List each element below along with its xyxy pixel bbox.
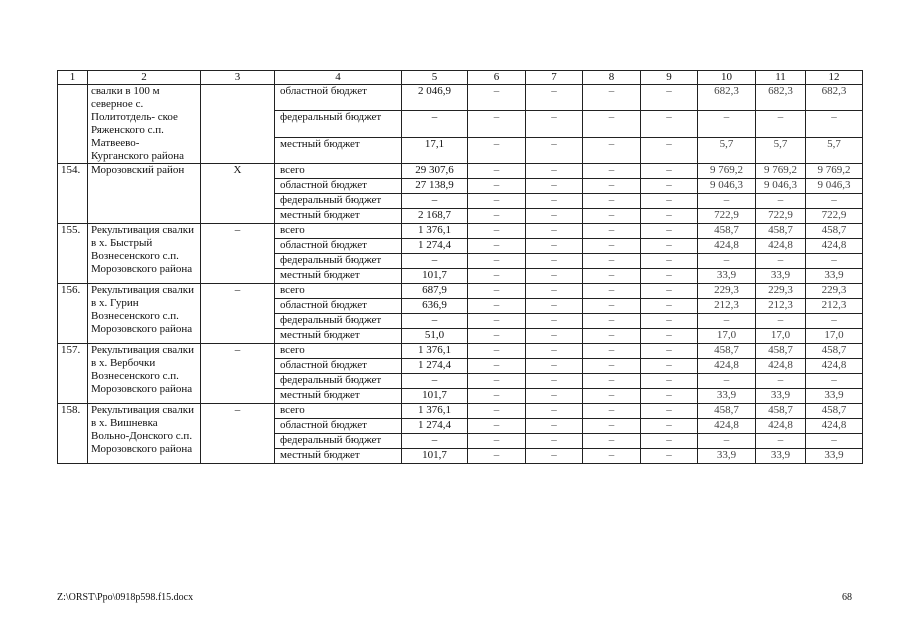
amount-cell: 9 046,3 (698, 179, 756, 194)
amount-cell: 687,9 (402, 284, 468, 299)
amount-cell: 424,8 (756, 359, 806, 374)
amount-cell: 33,9 (756, 269, 806, 284)
amount-cell: – (468, 85, 526, 111)
amount-cell: 17,0 (806, 329, 863, 344)
funding-source: местный бюджет (275, 389, 402, 404)
col-header: 6 (468, 71, 526, 85)
amount-cell: 424,8 (756, 239, 806, 254)
amount-cell: – (583, 239, 641, 254)
amount-cell: – (468, 111, 526, 137)
row-number: 156. (58, 284, 88, 344)
amount-cell: 458,7 (756, 344, 806, 359)
amount-cell: – (526, 359, 583, 374)
amount-cell: – (402, 314, 468, 329)
funding-source: федеральный бюджет (275, 374, 402, 389)
funding-source: всего (275, 284, 402, 299)
col-header: 7 (526, 71, 583, 85)
amount-cell: – (583, 254, 641, 269)
funding-source: федеральный бюджет (275, 314, 402, 329)
amount-cell: – (806, 194, 863, 209)
table-row (58, 85, 863, 111)
amount-cell: – (526, 374, 583, 389)
amount-cell: 682,3 (806, 85, 863, 111)
amount-cell: 458,7 (756, 404, 806, 419)
amount-cell: – (468, 239, 526, 254)
amount-cell: 424,8 (698, 419, 756, 434)
amount-cell: 17,0 (698, 329, 756, 344)
row-mark: – (201, 344, 275, 404)
amount-cell: – (468, 389, 526, 404)
row-mark: – (201, 224, 275, 284)
amount-cell: 9 046,3 (756, 179, 806, 194)
amount-cell: – (526, 111, 583, 137)
amount-cell: – (468, 344, 526, 359)
amount-cell: 33,9 (756, 389, 806, 404)
amount-cell: – (641, 179, 698, 194)
amount-cell: 424,8 (806, 359, 863, 374)
amount-cell: – (806, 111, 863, 137)
amount-cell: 458,7 (698, 224, 756, 239)
amount-cell: 458,7 (698, 404, 756, 419)
amount-cell: – (583, 419, 641, 434)
amount-cell: – (756, 314, 806, 329)
page-number: 68 (842, 592, 852, 603)
amount-cell: 229,3 (698, 284, 756, 299)
amount-cell: 29 307,6 (402, 164, 468, 179)
amount-cell: 1 274,4 (402, 419, 468, 434)
amount-cell: 212,3 (756, 299, 806, 314)
amount-cell: – (526, 419, 583, 434)
table-row (58, 224, 863, 239)
amount-cell: 33,9 (806, 449, 863, 464)
amount-cell: – (526, 224, 583, 239)
amount-cell: – (583, 269, 641, 284)
amount-cell: – (756, 254, 806, 269)
amount-cell: 229,3 (756, 284, 806, 299)
row-mark (201, 85, 275, 164)
amount-cell: 17,1 (402, 137, 468, 163)
object-name: Морозовский район (88, 164, 201, 224)
row-number: 157. (58, 344, 88, 404)
amount-cell: – (468, 419, 526, 434)
amount-cell: – (698, 434, 756, 449)
funding-source: местный бюджет (275, 137, 402, 163)
amount-cell: – (468, 254, 526, 269)
amount-cell: 9 769,2 (698, 164, 756, 179)
amount-cell: – (583, 434, 641, 449)
amount-cell: 722,9 (756, 209, 806, 224)
amount-cell: – (468, 137, 526, 163)
amount-cell: 212,3 (698, 299, 756, 314)
amount-cell: – (641, 329, 698, 344)
object-name: Рекультивация свалки в х. Вишневка Вольно-Донского с.п. Морозовского района (88, 404, 201, 464)
funding-source: всего (275, 344, 402, 359)
amount-cell: – (468, 269, 526, 284)
amount-cell: 458,7 (698, 344, 756, 359)
amount-cell: – (641, 434, 698, 449)
amount-cell: – (468, 404, 526, 419)
amount-cell: – (526, 389, 583, 404)
budget-table (57, 70, 863, 464)
amount-cell: – (526, 254, 583, 269)
amount-cell: – (526, 434, 583, 449)
amount-cell: – (526, 179, 583, 194)
amount-cell: – (806, 254, 863, 269)
amount-cell: 424,8 (756, 419, 806, 434)
amount-cell: 424,8 (698, 359, 756, 374)
amount-cell: – (583, 209, 641, 224)
amount-cell: – (468, 434, 526, 449)
funding-source: федеральный бюджет (275, 434, 402, 449)
amount-cell: – (583, 404, 641, 419)
row-mark: Х (201, 164, 275, 224)
amount-cell: 1 376,1 (402, 224, 468, 239)
amount-cell: – (698, 111, 756, 137)
object-name: Рекультивация свалки в х. Быстрый Вознесенского с.п. Морозовского района (88, 224, 201, 284)
amount-cell: – (641, 194, 698, 209)
row-number: 158. (58, 404, 88, 464)
amount-cell: – (583, 179, 641, 194)
amount-cell: – (468, 164, 526, 179)
amount-cell: – (583, 314, 641, 329)
col-header: 4 (275, 71, 402, 85)
amount-cell: – (641, 85, 698, 111)
amount-cell: 33,9 (698, 389, 756, 404)
amount-cell: 636,9 (402, 299, 468, 314)
funding-source: областной бюджет (275, 299, 402, 314)
col-header: 5 (402, 71, 468, 85)
amount-cell: – (526, 314, 583, 329)
amount-cell: – (468, 314, 526, 329)
col-header: 12 (806, 71, 863, 85)
object-name: Рекультивация свалки в х. Вербочки Вознесенского с.п. Морозовского района (88, 344, 201, 404)
funding-source: всего (275, 164, 402, 179)
amount-cell: 424,8 (698, 239, 756, 254)
col-header: 1 (58, 71, 88, 85)
amount-cell: – (468, 179, 526, 194)
row-number (58, 85, 88, 164)
amount-cell: – (698, 194, 756, 209)
amount-cell: – (526, 85, 583, 111)
amount-cell: 2 168,7 (402, 209, 468, 224)
amount-cell: – (583, 299, 641, 314)
amount-cell: 229,3 (806, 284, 863, 299)
amount-cell: 5,7 (698, 137, 756, 163)
amount-cell: 1 274,4 (402, 359, 468, 374)
table-row (58, 344, 863, 359)
table-row (58, 404, 863, 419)
amount-cell: – (641, 389, 698, 404)
amount-cell: – (526, 329, 583, 344)
amount-cell: 212,3 (806, 299, 863, 314)
amount-cell: – (468, 359, 526, 374)
amount-cell: 1 274,4 (402, 239, 468, 254)
amount-cell: 27 138,9 (402, 179, 468, 194)
table-row (58, 284, 863, 299)
amount-cell: – (641, 224, 698, 239)
amount-cell: – (526, 269, 583, 284)
amount-cell: – (756, 434, 806, 449)
amount-cell: 1 376,1 (402, 344, 468, 359)
amount-cell: – (583, 284, 641, 299)
funding-source: федеральный бюджет (275, 111, 402, 137)
amount-cell: – (583, 194, 641, 209)
amount-cell: – (468, 224, 526, 239)
funding-source: всего (275, 224, 402, 239)
amount-cell: – (583, 164, 641, 179)
funding-source: федеральный бюджет (275, 254, 402, 269)
amount-cell: 458,7 (756, 224, 806, 239)
amount-cell: 5,7 (756, 137, 806, 163)
amount-cell: 1 376,1 (402, 404, 468, 419)
amount-cell: – (583, 329, 641, 344)
amount-cell: – (641, 284, 698, 299)
file-path: Z:\ORST\Ppo\0918p598.f15.docx (57, 592, 194, 603)
funding-source: местный бюджет (275, 449, 402, 464)
amount-cell: – (641, 419, 698, 434)
amount-cell: 9 769,2 (756, 164, 806, 179)
funding-source: областной бюджет (275, 179, 402, 194)
amount-cell: – (641, 239, 698, 254)
col-header: 8 (583, 71, 641, 85)
amount-cell: – (402, 254, 468, 269)
amount-cell: – (583, 374, 641, 389)
row-mark: – (201, 284, 275, 344)
amount-cell: 51,0 (402, 329, 468, 344)
amount-cell: – (583, 111, 641, 137)
col-header: 9 (641, 71, 698, 85)
amount-cell: – (756, 374, 806, 389)
amount-cell: – (468, 374, 526, 389)
amount-cell: 33,9 (698, 269, 756, 284)
amount-cell: 17,0 (756, 329, 806, 344)
amount-cell: 101,7 (402, 389, 468, 404)
amount-cell: – (526, 284, 583, 299)
col-header: 10 (698, 71, 756, 85)
funding-source: местный бюджет (275, 269, 402, 284)
funding-source: областной бюджет (275, 419, 402, 434)
funding-source: федеральный бюджет (275, 194, 402, 209)
amount-cell: 33,9 (806, 269, 863, 284)
amount-cell: 9 769,2 (806, 164, 863, 179)
amount-cell: – (526, 137, 583, 163)
funding-source: областной бюджет (275, 85, 402, 111)
amount-cell: – (698, 374, 756, 389)
funding-source: местный бюджет (275, 329, 402, 344)
amount-cell: 722,9 (698, 209, 756, 224)
amount-cell: 722,9 (806, 209, 863, 224)
amount-cell: – (641, 269, 698, 284)
row-number: 154. (58, 164, 88, 224)
amount-cell: – (641, 404, 698, 419)
amount-cell: – (641, 299, 698, 314)
amount-cell: – (468, 449, 526, 464)
col-header: 11 (756, 71, 806, 85)
amount-cell: – (698, 254, 756, 269)
amount-cell: 5,7 (806, 137, 863, 163)
amount-cell: – (583, 344, 641, 359)
amount-cell: 33,9 (756, 449, 806, 464)
amount-cell: – (468, 284, 526, 299)
amount-cell: – (641, 137, 698, 163)
row-mark: – (201, 404, 275, 464)
amount-cell: – (402, 111, 468, 137)
amount-cell: – (526, 449, 583, 464)
row-number: 155. (58, 224, 88, 284)
amount-cell: – (641, 359, 698, 374)
amount-cell: – (526, 194, 583, 209)
amount-cell: – (641, 344, 698, 359)
amount-cell: 33,9 (806, 389, 863, 404)
amount-cell: – (583, 389, 641, 404)
amount-cell: 682,3 (756, 85, 806, 111)
object-name: свалки в 100 м северное с. Политотдель- ское Ряженского с.п. Матвеево- Курганского района (88, 85, 201, 164)
amount-cell: 101,7 (402, 449, 468, 464)
amount-cell: 424,8 (806, 239, 863, 254)
amount-cell: 33,9 (698, 449, 756, 464)
amount-cell: 458,7 (806, 224, 863, 239)
amount-cell: – (698, 314, 756, 329)
amount-cell: – (583, 224, 641, 239)
amount-cell: – (641, 254, 698, 269)
col-header: 3 (201, 71, 275, 85)
col-header: 2 (88, 71, 201, 85)
amount-cell: – (526, 404, 583, 419)
amount-cell: – (806, 314, 863, 329)
amount-cell: – (806, 434, 863, 449)
amount-cell: – (526, 209, 583, 224)
amount-cell: – (583, 85, 641, 111)
object-name: Рекультивация свалки в х. Гурин Вознесенского с.п. Морозовского района (88, 284, 201, 344)
amount-cell: 2 046,9 (402, 85, 468, 111)
amount-cell: – (641, 111, 698, 137)
funding-source: областной бюджет (275, 239, 402, 254)
funding-source: местный бюджет (275, 209, 402, 224)
amount-cell: – (583, 449, 641, 464)
amount-cell: – (583, 137, 641, 163)
amount-cell: – (641, 449, 698, 464)
amount-cell: – (526, 299, 583, 314)
amount-cell: 101,7 (402, 269, 468, 284)
amount-cell: 9 046,3 (806, 179, 863, 194)
amount-cell: – (641, 314, 698, 329)
amount-cell: – (402, 194, 468, 209)
amount-cell: – (806, 374, 863, 389)
amount-cell: – (526, 164, 583, 179)
amount-cell: 458,7 (806, 404, 863, 419)
amount-cell: 458,7 (806, 344, 863, 359)
table-row (58, 164, 863, 179)
amount-cell: – (468, 329, 526, 344)
amount-cell: – (468, 209, 526, 224)
amount-cell: – (641, 164, 698, 179)
amount-cell: – (583, 359, 641, 374)
funding-source: областной бюджет (275, 359, 402, 374)
amount-cell: – (402, 374, 468, 389)
funding-source: всего (275, 404, 402, 419)
amount-cell: – (468, 194, 526, 209)
amount-cell: – (756, 194, 806, 209)
amount-cell: – (641, 374, 698, 389)
amount-cell: – (526, 239, 583, 254)
amount-cell: 424,8 (806, 419, 863, 434)
amount-cell: 682,3 (698, 85, 756, 111)
amount-cell: – (756, 111, 806, 137)
amount-cell: – (468, 299, 526, 314)
amount-cell: – (526, 344, 583, 359)
amount-cell: – (402, 434, 468, 449)
column-number-row (58, 71, 863, 85)
amount-cell: – (641, 209, 698, 224)
